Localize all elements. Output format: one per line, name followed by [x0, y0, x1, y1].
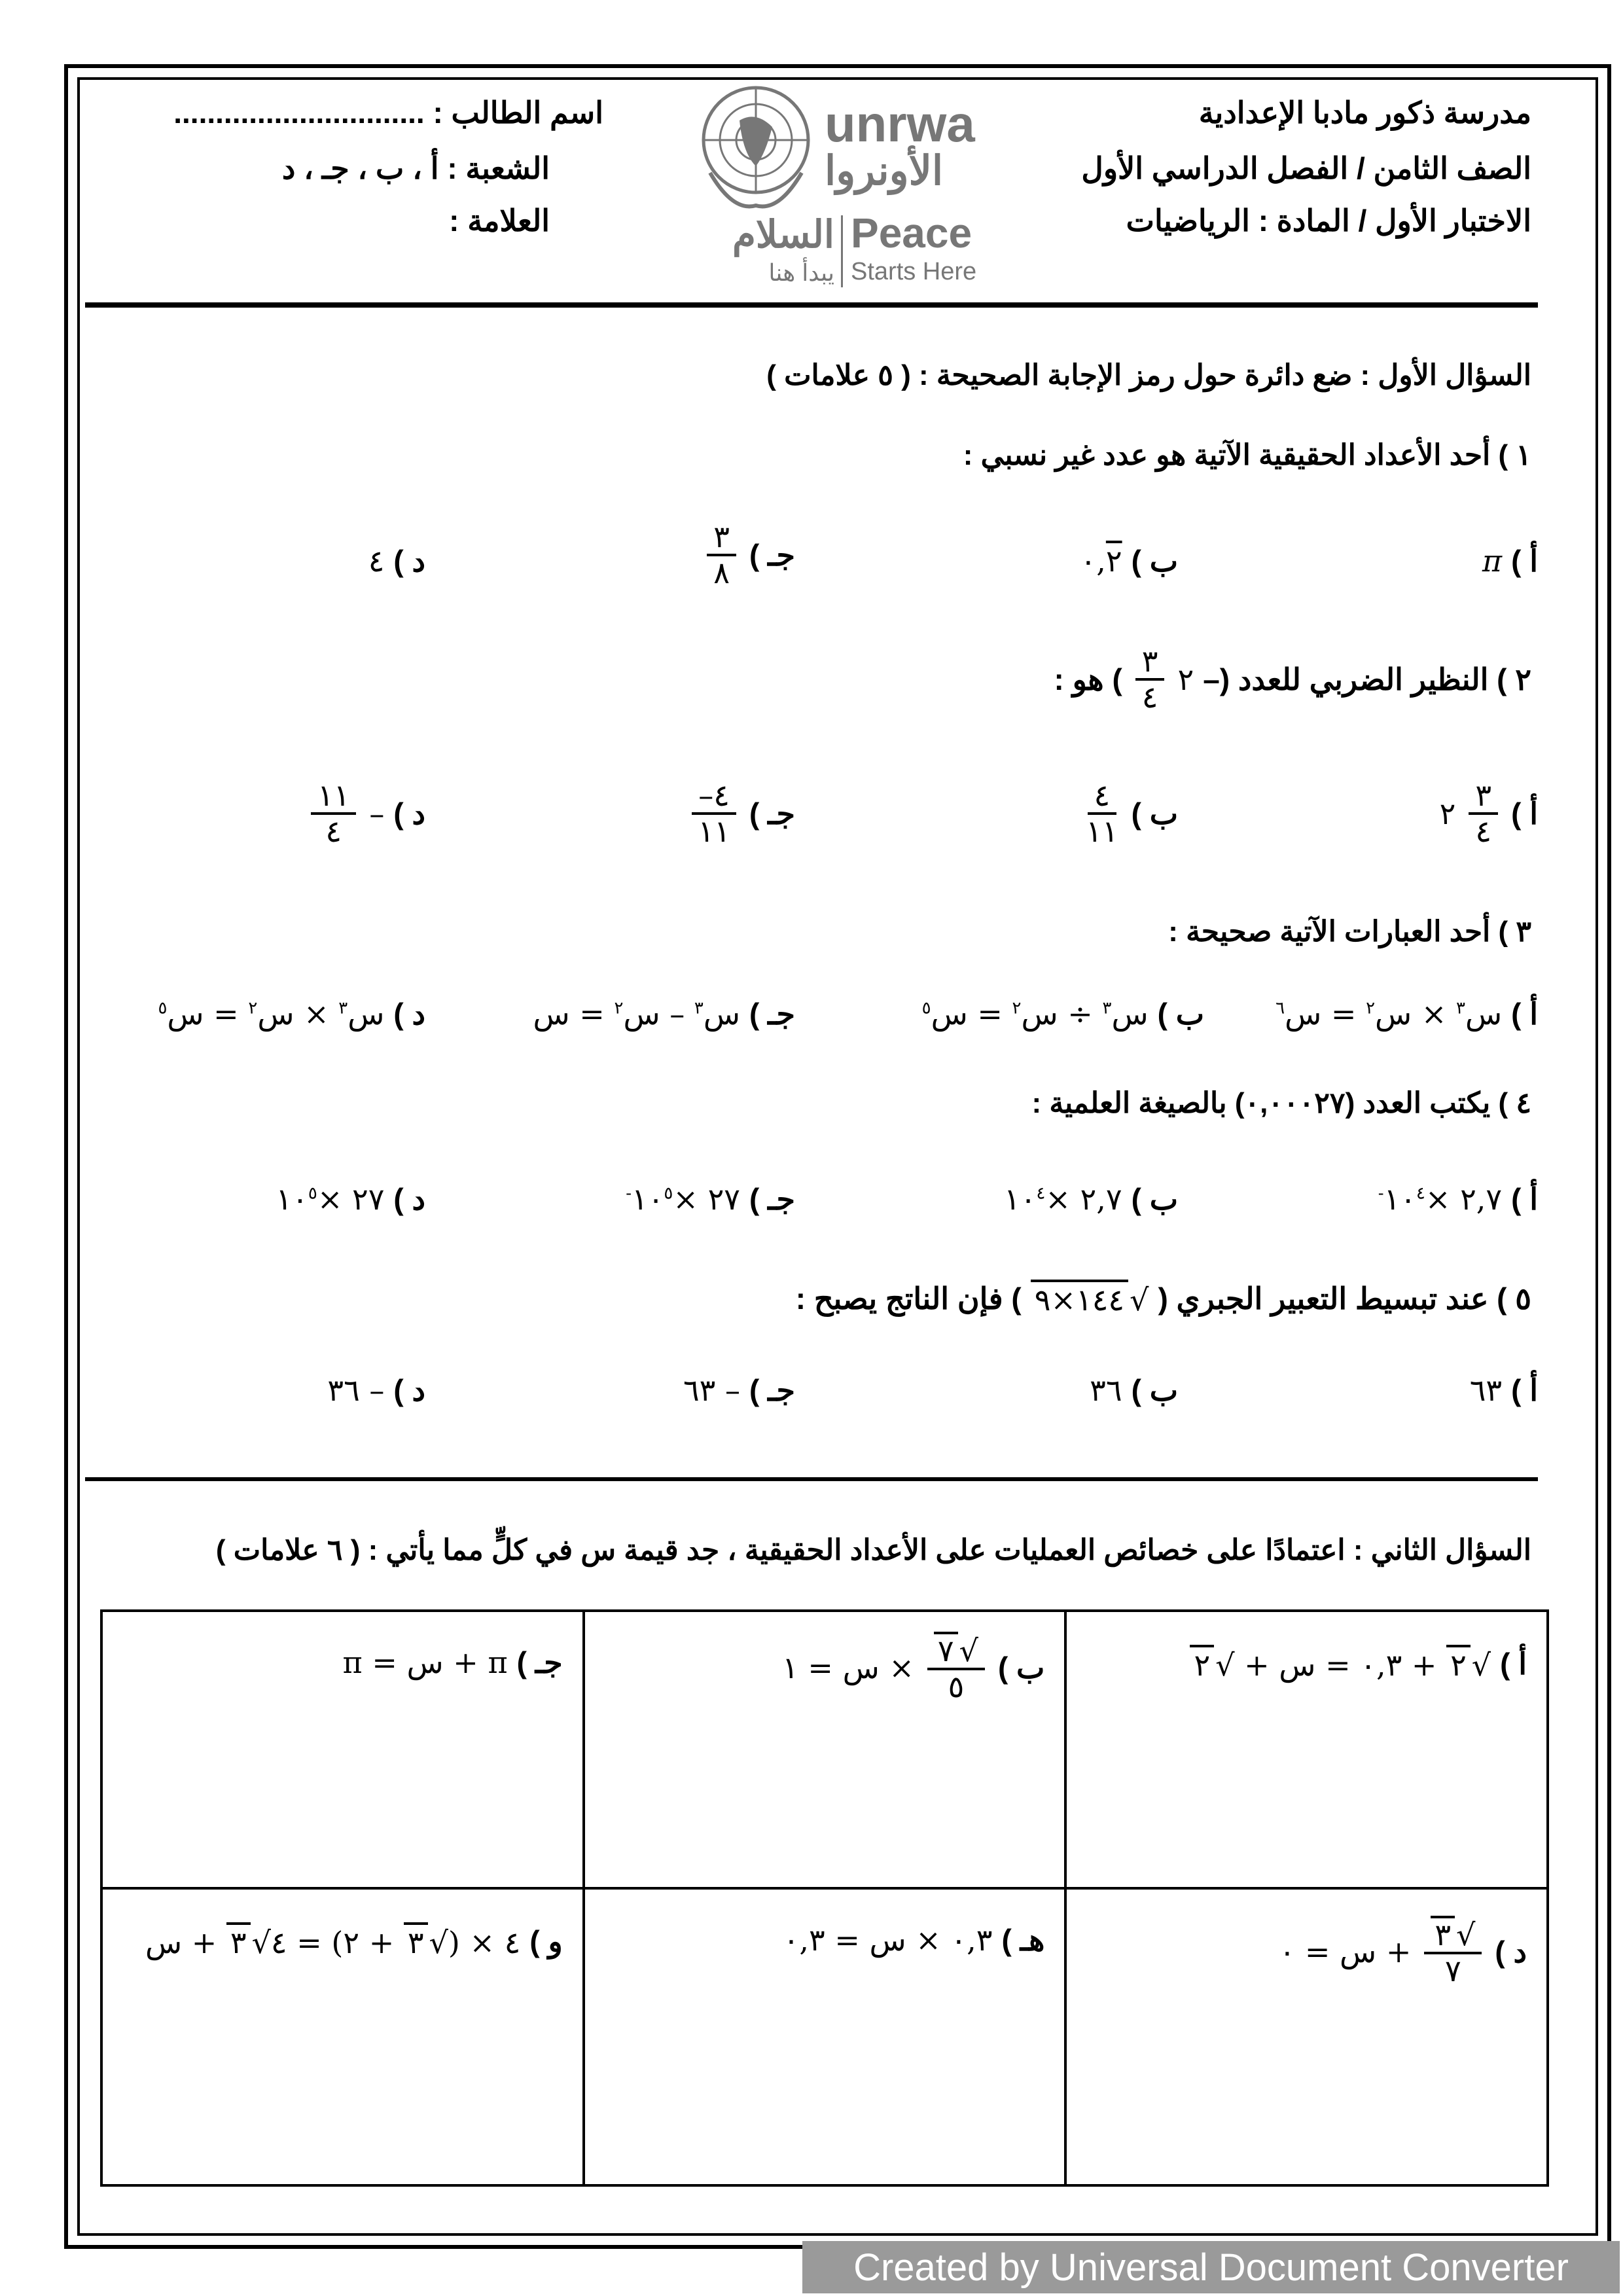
option-value: ٢٧ $\times ١٠^٥$ [276, 1181, 385, 1217]
option-label: أ ) [1511, 1182, 1538, 1216]
denominator: ٨ [713, 554, 730, 590]
option-label: ب ) [1131, 1182, 1178, 1216]
integer-part: ٠, [1080, 543, 1106, 579]
school-name: مدرسة ذكور مادبا الإعدادية [1198, 96, 1531, 130]
q1-item4-stem: ٤ ) يكتب العدد (٠,٠٠٠٢٧) بالصيغة العلمية : [1031, 1087, 1531, 1119]
option-value: ٢,٧ $\times ١٠^{٤-}$ [1378, 1181, 1503, 1217]
q1-item2-option-b[interactable] [1082, 779, 1178, 848]
un-emblem-icon [694, 81, 818, 212]
option-label: د ) [393, 997, 425, 1031]
option-label: أ ) [1511, 1373, 1538, 1407]
cell-label: ب ) [997, 1650, 1045, 1685]
q1-item3-option-a[interactable] [1275, 996, 1538, 1031]
section-divider [85, 1477, 1538, 1481]
q1-item3-option-b[interactable] [922, 996, 1204, 1031]
option-value: – ٦٣ [683, 1372, 740, 1408]
equation: ٤ × (√٣ + ٢) = ٤√٣ + س [145, 1922, 520, 1960]
option-label: جـ ) [749, 796, 795, 831]
cell-label: جـ ) [516, 1645, 563, 1679]
q2-title: السؤال الثاني : اعتمادًا على خصائص العمليات على الأعداد الحقيقية ، جد قيمة س في كلٍّ مما يأتي : ( ٦ علامات ) [215, 1534, 1531, 1566]
q1-item1-stem: ١ ) أحد الأعداد الحقيقية الآتية هو عدد غير نسبي : [963, 439, 1531, 471]
repeating-digit: ٢ [1105, 543, 1122, 579]
logo-peace-ar: السلام [732, 213, 834, 256]
q1-item2-stem [1054, 645, 1531, 713]
denominator: ٤ [1475, 813, 1492, 849]
option-value: ٣٦ [1090, 1372, 1122, 1408]
equation: √٢ + ٠,٣ = س + √٢ [1190, 1645, 1491, 1683]
option-value: ٢,٧ $\times ١٠^٤$ [1003, 1181, 1122, 1217]
denominator: ٤ [325, 813, 342, 849]
q1-item3-stem: ٣ ) أحد العبارات الآتية صحيحة : [1168, 916, 1531, 948]
grade-label: العلامة : [449, 204, 550, 238]
logo-unrwa-ar: الأونروا [825, 149, 944, 194]
q1-item1-option-a[interactable] [1482, 543, 1538, 579]
q1-item5-option-d[interactable] [327, 1372, 425, 1408]
equation-rest: + س = ٠ [1279, 1933, 1412, 1969]
q1-item1-option-d[interactable] [368, 543, 425, 579]
section-label: الشعبة : [447, 151, 550, 185]
radicand: ١٤٤×٩ [1031, 1280, 1128, 1318]
student-name-dots: .............................. [173, 96, 425, 130]
q1-item2-option-c[interactable] [688, 779, 795, 848]
denominator: ٤ [1141, 679, 1158, 715]
option-value [1080, 543, 1122, 579]
q1-item3-option-d[interactable] [158, 996, 425, 1031]
q2-cell-f[interactable] [101, 1888, 584, 2185]
cell-label: و ) [529, 1924, 563, 1959]
logo-unrwa: unrwa [825, 95, 975, 152]
q1-item1-option-b[interactable] [1080, 543, 1178, 579]
exam-subject: الاختبار الأول / المادة : الرياضيات [1126, 204, 1531, 238]
option-value: – ٣٦ [327, 1372, 385, 1408]
option-label: جـ ) [749, 1182, 795, 1216]
logo-divider [841, 215, 843, 287]
logo-peace: Peace [851, 209, 972, 257]
cell-label: هـ ) [1001, 1923, 1045, 1958]
option-label: جـ ) [749, 1373, 795, 1407]
fraction [1135, 645, 1165, 713]
q2-answer-table [100, 1609, 1549, 2187]
whole-part: ٢ [1439, 795, 1456, 831]
option-label: د ) [393, 544, 425, 578]
q1-item5-stem [796, 1280, 1531, 1318]
option-label: أ ) [1511, 796, 1538, 831]
option-label: ب ) [1131, 796, 1178, 831]
denominator: ١١ [1086, 813, 1118, 849]
option-label: أ ) [1511, 544, 1538, 578]
stem-text: ) هو : [1054, 662, 1122, 696]
option-label: د ) [393, 796, 425, 831]
numerator: ٣ [1135, 645, 1165, 681]
grade-term: الصف الثامن / الفصل الدراسي الأول [1081, 151, 1531, 185]
stem-text: ) فإن الناتج يصبح : [795, 1282, 1022, 1316]
q1-item5-option-b[interactable] [1090, 1372, 1178, 1408]
logo-starts-here-ar: يبدأ هنا [768, 259, 834, 286]
q1-item1-option-c[interactable] [703, 520, 795, 589]
cell-label: أ ) [1500, 1647, 1527, 1681]
option-value: س$^٣$ × س$^٢$ = س$^٥$ [158, 996, 385, 1031]
square-root: √١٤٤×٩ [1031, 1280, 1149, 1318]
option-value: س$^٣$ – س$^٢$ = س [533, 996, 740, 1031]
q1-item2-option-a[interactable] [1440, 779, 1538, 848]
numerator: ٣ [1469, 779, 1498, 815]
option-label: د ) [393, 1182, 425, 1216]
option-label: د ) [393, 1373, 425, 1407]
option-value: س$^٣$ × س$^٢$ = س$^٦$ [1275, 996, 1503, 1031]
student-name-field[interactable] [173, 95, 603, 130]
q2-cell-c[interactable] [101, 1611, 584, 1888]
q1-item2-option-d[interactable] [307, 779, 425, 848]
q2-cell-d[interactable] [1065, 1888, 1548, 2185]
q2-cell-b[interactable] [584, 1611, 1066, 1888]
numerator: ٣ [707, 520, 736, 556]
option-label: ب ) [1131, 1373, 1178, 1407]
sign: – [369, 795, 385, 831]
option-label: ب ) [1131, 544, 1178, 578]
q2-cell-e[interactable] [584, 1888, 1066, 2185]
fraction [707, 520, 736, 589]
fraction [692, 779, 736, 848]
cell-label: د ) [1495, 1934, 1527, 1969]
equation: ٠,٣ × س = ٠,٣ [783, 1922, 993, 1958]
numerator: ٤– [692, 779, 736, 815]
header-divider [85, 302, 1538, 308]
option-label: ب ) [1157, 997, 1204, 1031]
option-value: ٤ [368, 543, 385, 579]
fraction [1469, 779, 1498, 848]
denominator: ١١ [698, 813, 730, 849]
numerator: ٤ [1088, 779, 1117, 815]
fraction: $\frac{√٣}{٧}$ [1424, 1916, 1482, 1987]
fraction [1086, 779, 1118, 848]
converter-watermark: Created by Universal Document Converter [802, 2241, 1620, 2293]
q2-cell-a[interactable] [1065, 1611, 1548, 1888]
q1-item3-option-c[interactable] [533, 996, 795, 1031]
q1-item4-option-d[interactable] [276, 1181, 425, 1217]
q1-item5-option-c[interactable] [683, 1372, 795, 1408]
section-field [282, 151, 550, 186]
option-value: ٦٣ [1469, 1372, 1503, 1408]
student-name-label: اسم الطالب : [433, 96, 603, 130]
q1-item4-option-c[interactable] [626, 1181, 795, 1217]
option-value: π [1482, 543, 1503, 579]
whole-part: ٢ [1177, 661, 1194, 697]
q1-item4-option-a[interactable] [1378, 1181, 1538, 1217]
logo-starts-here: Starts Here [851, 258, 977, 285]
numerator: ١١ [311, 779, 356, 815]
fraction [311, 779, 356, 848]
unrwa-logo [694, 81, 1008, 291]
option-label: جـ ) [749, 537, 795, 572]
equation-rest: × س = ١ [782, 1649, 914, 1685]
equation: π + س = π [342, 1645, 508, 1680]
stem-text: ٢ ) النظير الضربي للعدد (– [1203, 662, 1531, 696]
q1-item5-option-a[interactable] [1470, 1372, 1538, 1408]
stem-text: ٥ ) عند تبسيط التعبير الجبري ( [1158, 1282, 1531, 1316]
option-label: جـ ) [749, 997, 795, 1031]
section-options: أ ، ب ، جـ ، د [281, 151, 439, 185]
option-value: س$^٣$ ÷ س$^٢$ = س$^٥$ [921, 996, 1149, 1031]
option-value: ٢٧ $\times ١٠^{٥-}$ [626, 1181, 740, 1217]
q1-item4-option-b[interactable] [1004, 1181, 1178, 1217]
fraction: $\frac{√٧}{٥}$ [927, 1632, 985, 1703]
q1-title: السؤال الأول : ضع دائرة حول رمز الإجابة الصحيحة : ( ٥ علامات ) [766, 359, 1531, 391]
option-label: أ ) [1511, 997, 1538, 1031]
